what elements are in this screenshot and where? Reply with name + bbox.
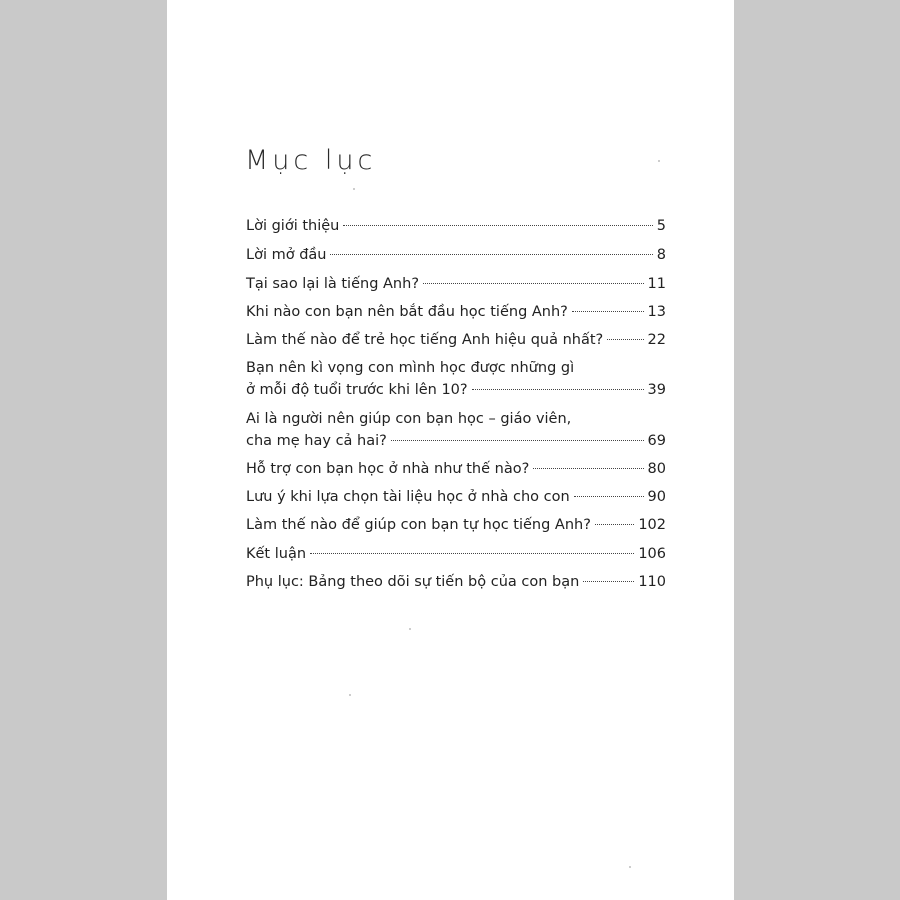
toc-page-number: 102 — [638, 517, 666, 533]
dot-leader — [423, 283, 644, 284]
page-title: Mục lục — [245, 145, 377, 176]
toc-entry — [246, 215, 666, 237]
toc-page-number: 80 — [647, 461, 666, 477]
toc-entry-title: Làm thế nào để trẻ học tiếng Anh hiệu quả nhất? — [246, 332, 604, 348]
toc-entry — [246, 543, 666, 565]
toc-entry — [246, 408, 666, 452]
toc-entry-title: Phụ lục: Bảng theo dõi sự tiến bộ của con bạn — [246, 574, 580, 590]
dot-leader — [595, 524, 634, 525]
paper-speck — [409, 628, 411, 630]
dot-leader — [330, 254, 652, 255]
toc-entry-title-first-line: Ai là người nên giúp con bạn học – giáo viên, — [246, 411, 572, 427]
paper-speck — [658, 160, 660, 162]
toc-entry-title: Lời mở đầu — [246, 247, 327, 263]
toc-entry — [246, 514, 666, 536]
paper-speck — [353, 188, 355, 190]
toc-entry — [246, 329, 666, 351]
toc-page-number: 22 — [647, 332, 666, 348]
toc-entry — [246, 357, 666, 401]
toc-entry-title: Lời giới thiệu — [246, 218, 340, 234]
toc-entry-title: Làm thế nào để giúp con bạn tự học tiếng Anh? — [246, 517, 591, 533]
dot-leader — [310, 553, 634, 554]
dot-leader — [472, 389, 644, 390]
dot-leader — [572, 311, 644, 312]
book-page — [167, 0, 734, 900]
toc-entry-title: Lưu ý khi lựa chọn tài liệu học ở nhà cho con — [246, 489, 570, 505]
toc-page-number: 106 — [638, 546, 666, 562]
toc-page-number: 5 — [656, 218, 666, 234]
toc-entry — [246, 244, 666, 266]
toc-entry-title-first-line: Bạn nên kì vọng con mình học được những gì — [246, 360, 575, 376]
toc-entry-title: ở mỗi độ tuổi trước khi lên 10? — [246, 382, 468, 398]
toc-entry-title: Tại sao lại là tiếng Anh? — [246, 276, 420, 292]
toc-page-number: 110 — [638, 574, 666, 590]
toc-entry — [246, 571, 666, 593]
toc-entry-title: Kết luận — [246, 546, 307, 562]
toc-entry-title: Khi nào con bạn nên bắt đầu học tiếng Anh? — [246, 304, 568, 320]
toc-entry-title: Hỗ trợ con bạn học ở nhà như thế nào? — [246, 461, 530, 477]
toc-page-number: 13 — [647, 304, 666, 320]
dot-leader — [343, 225, 652, 226]
toc-entry — [246, 458, 666, 480]
toc-page-number: 39 — [647, 382, 666, 398]
dot-leader — [391, 440, 644, 441]
dot-leader — [583, 581, 634, 582]
toc-page-number: 69 — [647, 433, 666, 449]
toc-page-number: 8 — [656, 247, 666, 263]
toc-entry — [246, 301, 666, 323]
toc-page-number: 11 — [647, 276, 666, 292]
dot-leader — [533, 468, 643, 469]
paper-speck — [349, 694, 351, 696]
toc-entry — [246, 273, 666, 295]
dot-leader — [607, 339, 643, 340]
toc-page-number: 90 — [647, 489, 666, 505]
toc-entry — [246, 486, 666, 508]
paper-speck — [629, 866, 631, 868]
dot-leader — [574, 496, 644, 497]
toc-entry-title: cha mẹ hay cả hai? — [246, 433, 387, 449]
